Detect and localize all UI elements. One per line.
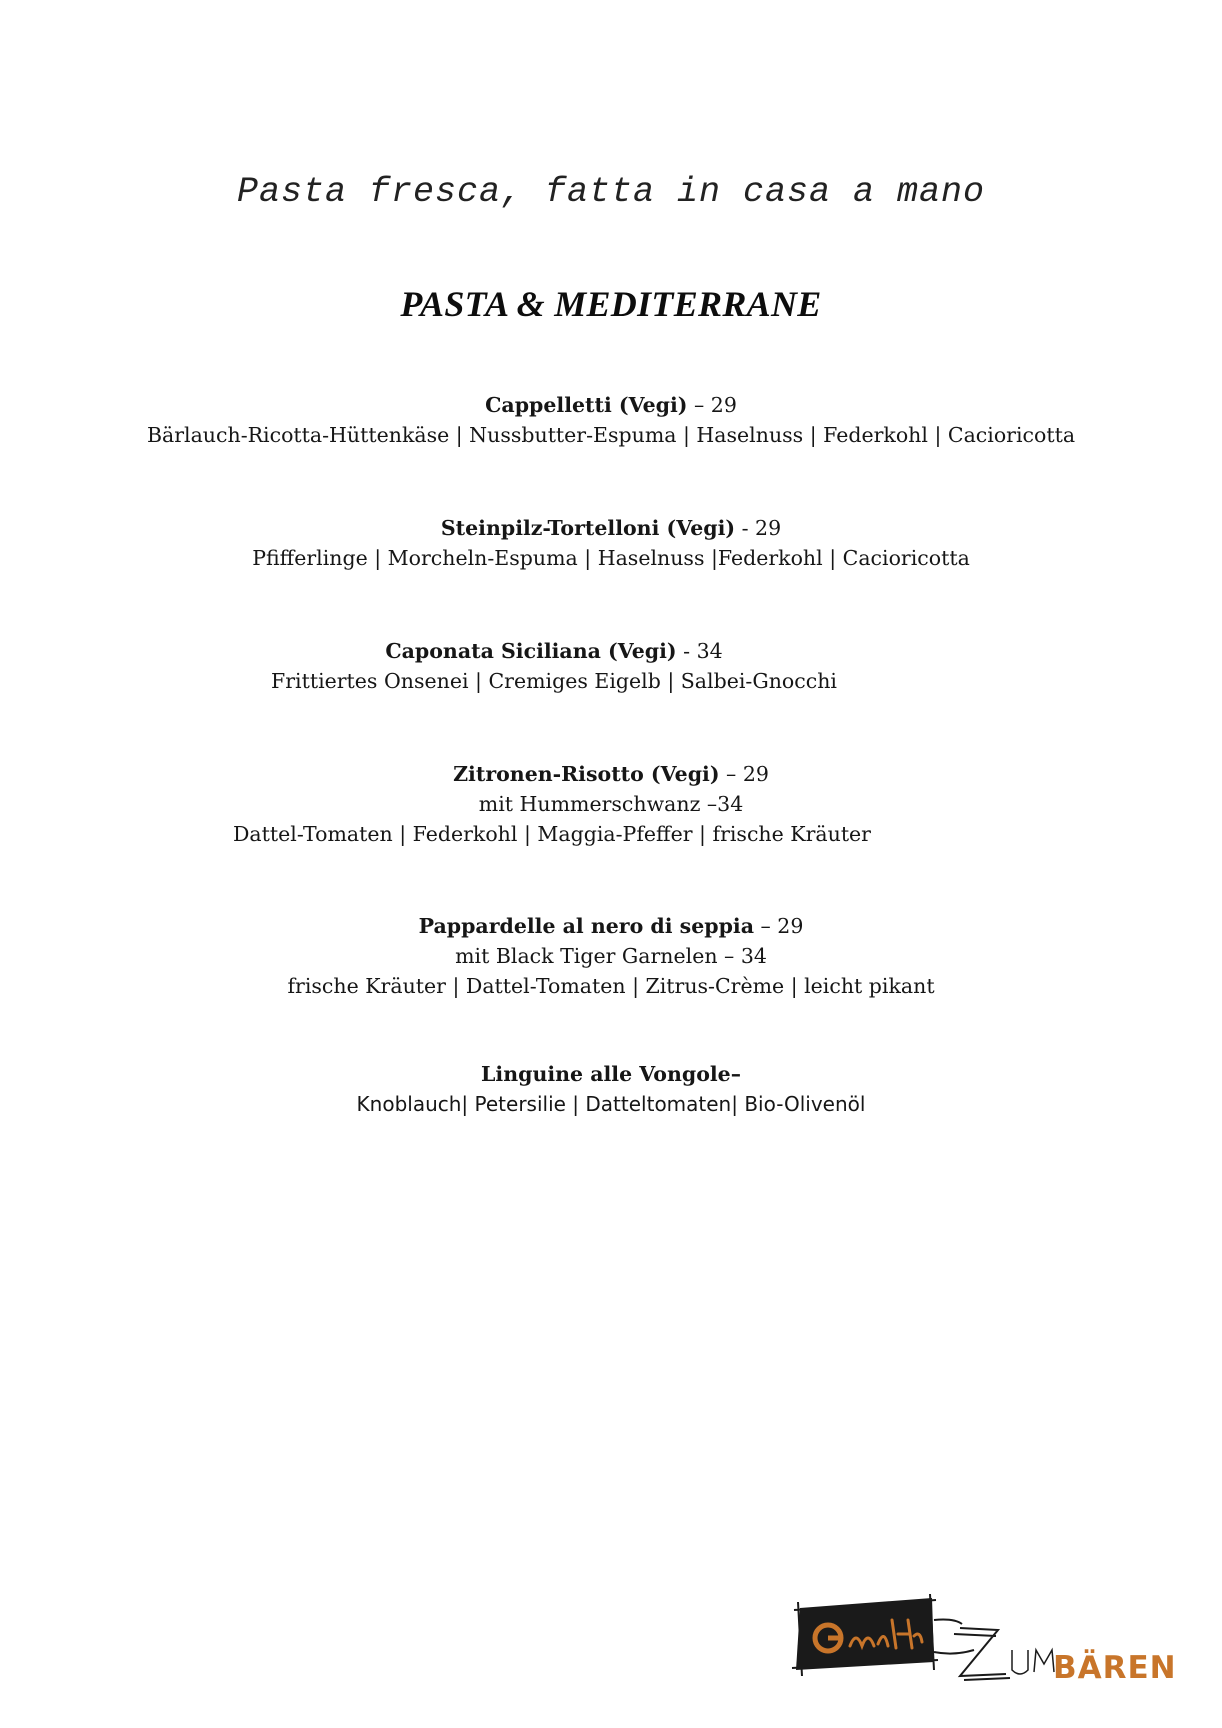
dish-name: Steinpilz-Tortelloni (Vegi) [440, 516, 736, 540]
dish-price: - 29 [735, 516, 782, 540]
dish-title-line [0, 911, 1222, 941]
dish-title-line [0, 390, 1222, 420]
dish-ingredients: Dattel-Tomaten | Federkohl | Maggia-Pfeffer | frische Kräuter [233, 822, 871, 846]
dish-steinpilz-tortelloni [0, 513, 1222, 573]
menu-subtitle: Pasta fresca, fatta in casa a mano [236, 172, 986, 212]
dish-name: Linguine alle Vongole– [481, 1062, 741, 1086]
dish-pappardelle-al-nero [0, 911, 1222, 1001]
dish-name: Zitronen-Risotto (Vegi) [453, 762, 720, 786]
logo-wordmark: BÄREN [1053, 1650, 1177, 1686]
dish-zitronen-risotto [0, 759, 1222, 849]
dish-name: Caponata Siciliana (Vegi) [385, 639, 677, 663]
dish-ingredients: Knoblauch| Petersilie | Datteltomaten| Bio-Olivenöl [356, 1092, 866, 1116]
dish-title-line [0, 513, 1222, 543]
dish-title-line [0, 759, 1222, 789]
dish-price: – 29 [687, 393, 737, 417]
dish-cappelletti [0, 390, 1222, 450]
dish-caponata-siciliana [0, 636, 1222, 696]
dish-name: Cappelletti (Vegi) [485, 393, 688, 417]
dish-option: mit Black Tiger Garnelen – 34 [455, 944, 767, 968]
dish-ingredients: frische Kräuter | Dattel-Tomaten | Zitrus-Crème | leicht pikant [287, 974, 935, 998]
dish-linguine-vongole [0, 1059, 1222, 1119]
dish-option: mit Hummerschwanz –34 [478, 792, 744, 816]
dish-ingredients: Frittiertes Onsenei | Cremiges Eigelb | Salbei-Gnocchi [271, 669, 837, 693]
dish-ingredients: Bärlauch-Ricotta-Hüttenkäse | Nussbutter-Espuma | Haselnuss | Federkohl | Cacioricotta [146, 423, 1076, 447]
dish-price: - 34 [676, 639, 723, 663]
dish-title-line [0, 1059, 1222, 1089]
dish-name: Pappardelle al nero di seppia [418, 914, 754, 938]
dish-ingredients: Pfifferlinge | Morcheln-Espuma | Haselnuss |Federkohl | Cacioricotta [252, 546, 970, 570]
dish-title-line [0, 636, 1165, 666]
dish-price: – 29 [754, 914, 804, 938]
menu-section-title: PASTA & MEDITERRANE [400, 284, 822, 324]
dish-price: – 29 [719, 762, 769, 786]
